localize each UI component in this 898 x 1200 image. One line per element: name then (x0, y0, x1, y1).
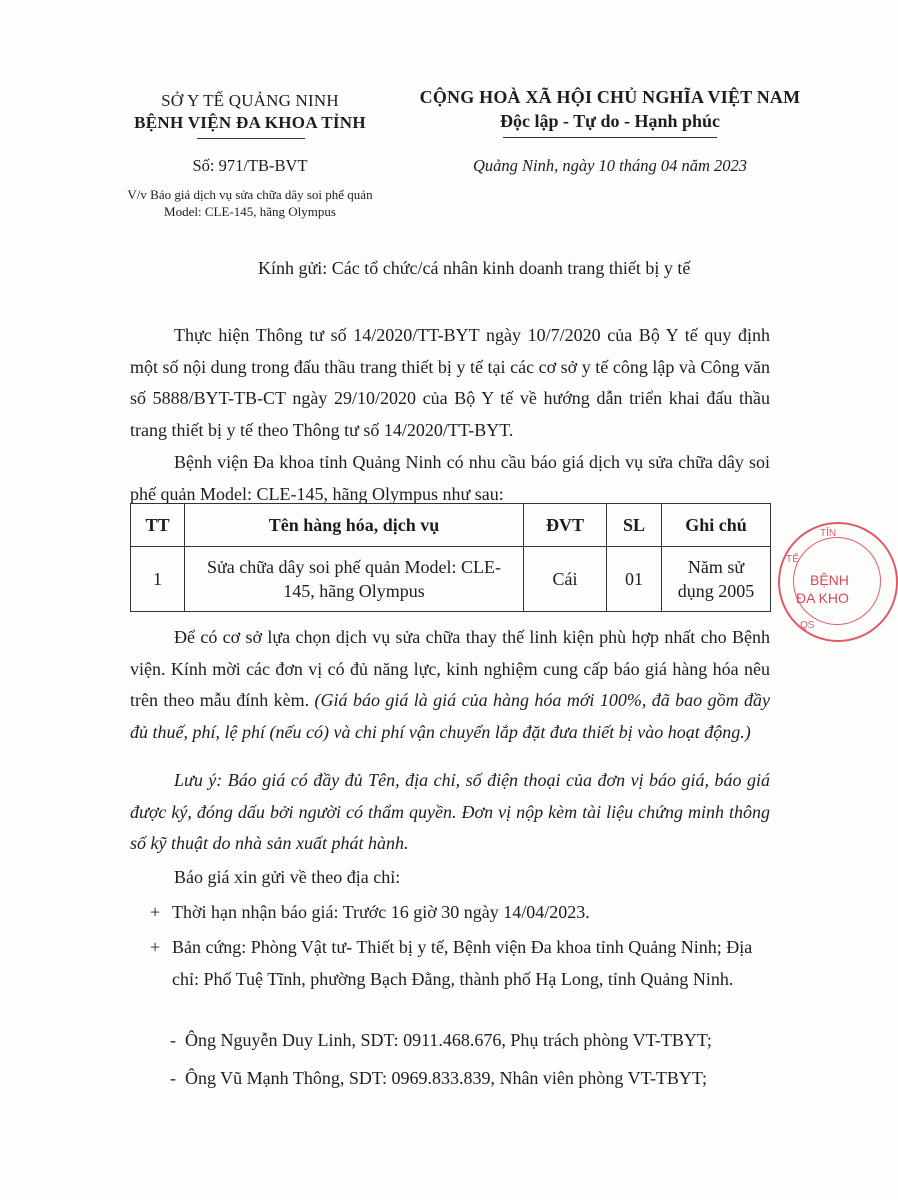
greeting: Kính gửi: Các tổ chức/cá nhân kinh doanh trang thiết bị y tế (258, 258, 691, 278)
note-line-2: dụng 2005 (677, 581, 755, 601)
national-motto: Độc lập - Tự do - Hạnh phúc (499, 111, 721, 131)
bullet-hardcopy (150, 932, 775, 995)
contact-item (170, 1025, 790, 1056)
hardcopy-text: Bản cứng: Phòng Vật tư- Thiết bị y tế, Bệnh viện Đa khoa tỉnh Quảng Ninh; Địa chỉ: Phố Tuệ Tĩnh, phường Bạch Đằng, thành phố Hạ Long, tỉnh Quảng Ninh. (172, 937, 753, 989)
seal-rim-bottom: QS (800, 620, 815, 631)
cell-item-name (185, 547, 524, 612)
subject-line (105, 186, 395, 220)
motto-underline (503, 137, 717, 138)
seal-rim-left: TẾ (786, 554, 799, 565)
price-note: (Giá báo giá là giá của hàng hóa mới 100%, đã bao gồm đầy đủ thuế, phí, lệ phí (nếu có) và chi phí vận chuyển lắp đặt đưa thiết bị vào hoạt động.) (130, 690, 770, 742)
paragraph-legal-basis: Thực hiện Thông tư số 14/2020/TT-BYT ngày 10/7/2020 của Bộ Y tế quy định một số nội dung trong đấu thầu trang thiết bị y tế tại các cơ sở y tế công lập và Công văn số 5888/BYT-TB-CT ngày 29/10/2020 của Bộ Y tế về hướng dẫn triển khai đấu thầu trang thiết bị y tế theo Thông tư số 14/2020/TT-BYT. (130, 325, 770, 440)
quotation-table (130, 503, 771, 612)
parent-organization: SỞ Y TẾ QUẢNG NINH (161, 91, 339, 110)
subject-line-1: V/v Báo giá dịch vụ sửa chữa dây soi phế quản (127, 187, 373, 202)
contact-item (170, 1063, 790, 1094)
document-number: Số: 971/TB-BVT (192, 156, 308, 175)
issuer-underline (197, 138, 305, 139)
official-seal (778, 522, 898, 642)
item-name-line-2: 145, hãng Olympus (283, 581, 425, 601)
table-header-row (131, 504, 771, 547)
cell-quantity: 01 (607, 547, 662, 612)
item-name-line-1: Sửa chữa dây soi phế quản Model: CLE- (207, 557, 501, 577)
dash-marker: - (170, 1030, 176, 1050)
organization-name: BỆNH VIỆN ĐA KHOA TỈNH (134, 113, 366, 132)
seal-text-2: ĐA KHO (796, 590, 849, 606)
subject-line-2: Model: CLE-145, hãng Olympus (164, 204, 336, 219)
contact-thong: Ông Vũ Mạnh Thông, SDT: 0969.833.839, Nhân viên phòng VT-TBYT; (185, 1068, 707, 1088)
header-item-name: Tên hàng hóa, dịch vụ (185, 504, 524, 547)
cell-tt: 1 (131, 547, 185, 612)
dash-marker: - (170, 1068, 176, 1088)
table-row (131, 547, 771, 612)
paragraph-invitation (130, 622, 770, 748)
paragraph-note: Lưu ý: Báo giá có đầy đủ Tên, địa chỉ, số điện thoại của đơn vị báo giá, báo giá được ký, đóng dấu bởi người có thẩm quyền. Đơn vị nộp kèm tài liệu chứng minh thông số kỹ thuật do nhà sản xuất phát hành. (130, 770, 770, 853)
bullet-marker: + (150, 902, 161, 922)
paragraph-address-intro: Báo giá xin gửi về theo địa chỉ: (174, 867, 401, 887)
contact-linh: Ông Nguyễn Duy Linh, SDT: 0911.468.676, Phụ trách phòng VT-TBYT; (185, 1030, 712, 1050)
nation-title: CỘNG HOÀ XÃ HỘI CHỦ NGHĨA VIỆT NAM (419, 87, 801, 107)
header-quantity: SL (607, 504, 662, 547)
invitation-text: Để có cơ sở lựa chọn dịch vụ sửa chữa thay thế linh kiện phù hợp nhất cho Bệnh viện. Kính mời các đơn vị có đủ năng lực, kinh nghiệm cung cấp báo giá hàng hóa nêu trên theo mẫu đính kèm. (130, 627, 770, 710)
seal-text-1: BỆNH (810, 572, 849, 588)
cell-unit: Cái (524, 547, 607, 612)
place-date: Quảng Ninh, ngày 10 tháng 04 năm 2023 (472, 156, 748, 175)
national-header (398, 85, 822, 133)
bullet-marker: + (150, 937, 161, 957)
paragraph-request: Bệnh viện Đa khoa tỉnh Quảng Ninh có nhu cầu báo giá dịch vụ sửa chữa dây soi phế quản Model: CLE-145, hãng Olympus như sau: (130, 452, 770, 504)
seal-rim-top: TỈN (820, 528, 837, 539)
deadline-text: Thời hạn nhận báo giá: Trước 16 giờ 30 ngày 14/04/2023. (172, 902, 590, 922)
header-tt: TT (131, 504, 185, 547)
cell-note (662, 547, 771, 612)
header-note: Ghi chú (662, 504, 771, 547)
issuer-block (105, 90, 395, 134)
note-line-1: Năm sử (687, 557, 745, 577)
bullet-deadline (150, 897, 775, 929)
header-unit: ĐVT (524, 504, 607, 547)
